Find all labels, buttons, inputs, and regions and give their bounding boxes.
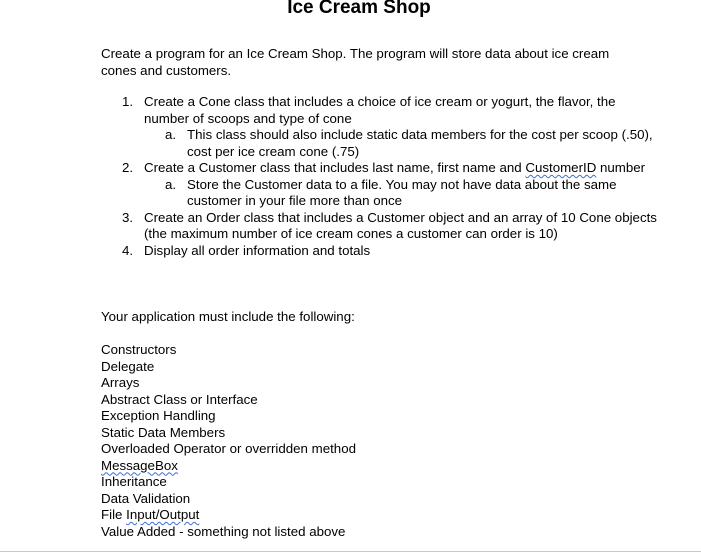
- requirement-item: Overloaded Operator or overridden method: [101, 441, 356, 456]
- requirement-item: Delegate: [101, 358, 155, 374]
- requirement-item: Value Added - something not listed above: [101, 523, 346, 539]
- requirement-item: Inheritance: [101, 474, 167, 489]
- task-number: 4.: [122, 242, 134, 258]
- task-number: 1.: [122, 94, 134, 109]
- spellcheck-flagged-word: Input/Output: [126, 507, 200, 522]
- requirement-item: Data Validation: [101, 490, 191, 506]
- task-text: Create a Cone class that includes a choice of ice cream or yogurt, the flavor, the number of scoops and type of cone: [144, 94, 616, 126]
- task-text: Create a Customer class that includes last name, first name and CustomerID number: [144, 160, 646, 175]
- requirement-item: Abstract Class or Interface: [101, 391, 258, 407]
- page-edge-divider: [0, 551, 701, 552]
- requirement-text-prefix: File: [101, 507, 127, 522]
- task-number: 2.: [122, 160, 134, 175]
- task-item-2: [101, 160, 661, 177]
- subtask-letter: a.: [165, 176, 177, 192]
- requirements-heading: Your application must include the following:: [101, 309, 355, 324]
- task-item-1: [101, 94, 661, 127]
- task-number: 3.: [122, 209, 134, 225]
- task-text: Display all order information and totals: [144, 242, 371, 258]
- intro-paragraph: Create a program for an Ice Cream Shop. The program will store data about ice cream cones and customers.: [101, 46, 610, 78]
- task-text: Create an Order class that includes a Customer object and an array of 10 Cone objects (the maximum number of ice cream cones a customer can order is 10): [144, 209, 657, 241]
- subtask-item-2a: [101, 177, 661, 210]
- requirement-item: Constructors: [101, 342, 177, 357]
- requirement-item: Static Data Members: [101, 424, 226, 440]
- requirement-item: [101, 507, 356, 524]
- spellcheck-flagged-word: CustomerID: [525, 160, 597, 175]
- task-item-3: [101, 210, 661, 243]
- page-title: Ice Cream Shop: [287, 0, 431, 18]
- requirement-item: Arrays: [101, 375, 140, 390]
- requirement-item: Exception Handling: [101, 408, 216, 423]
- subtask-text: This class should also include static data members for the cost per scoop (.50), cost per ice cream cone (.75): [187, 127, 653, 159]
- subtask-item-1a: [101, 127, 661, 160]
- subtask-letter: a.: [165, 127, 177, 142]
- requirements-list: [101, 342, 356, 540]
- requirement-item: [101, 458, 356, 475]
- task-item-4: [101, 243, 661, 260]
- spellcheck-flagged-word: MessageBox: [101, 457, 178, 473]
- subtask-text: Store the Customer data to a file. You may not have data about the same customer in your file more than once: [187, 176, 617, 208]
- task-list: [101, 94, 661, 259]
